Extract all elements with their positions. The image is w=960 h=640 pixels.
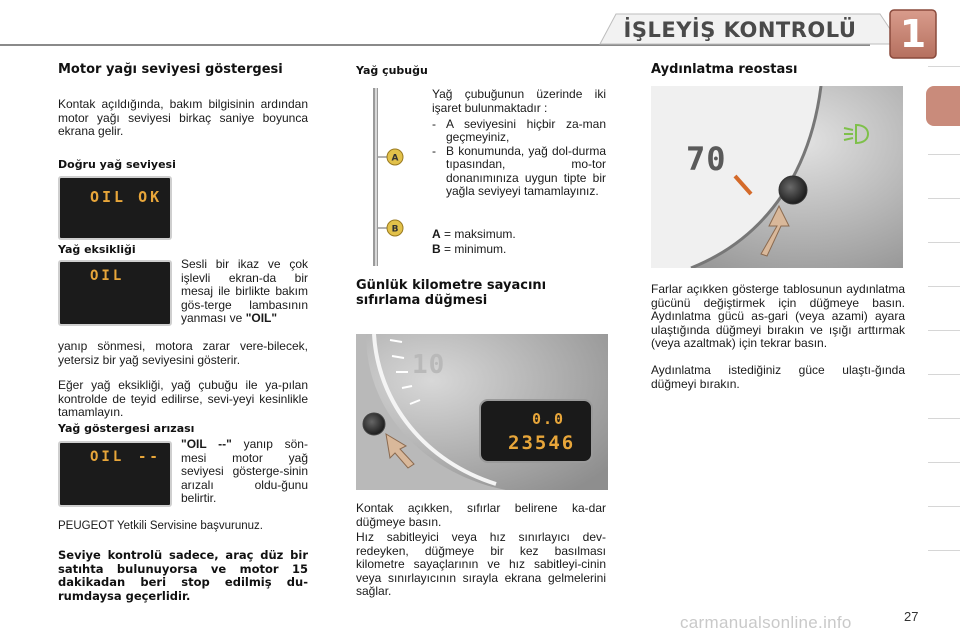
oil-fault-display — [58, 441, 172, 507]
mark-b-letter: B — [432, 242, 441, 256]
chapter-tab[interactable] — [928, 242, 960, 282]
chapter-tab[interactable] — [928, 462, 960, 502]
mark-a-legend — [432, 228, 606, 242]
oil-ok-display — [58, 176, 172, 240]
low-oil-text-side-span: Sesli bir ikaz ve çok işlevli ekran-da bir mesaj ile birlikte bakım gös-terge lambasının yanması ve — [181, 257, 308, 326]
gauge-number-10: 10 — [412, 350, 446, 380]
chapter-tab-strip — [928, 66, 960, 626]
section-title-oil-level: Motor yağı seviyesi göstergesi — [58, 62, 283, 77]
trip-display-text: 0.0 — [532, 410, 566, 428]
chapter-tab[interactable] — [928, 374, 960, 414]
list-item — [432, 118, 606, 145]
list-dash: - — [432, 144, 436, 158]
chapter-tab[interactable] — [928, 550, 960, 590]
low-oil-display-text: OIL — [90, 268, 125, 284]
odometer-display-text: 23546 — [508, 432, 576, 454]
oil-fault-bold: "OIL --" — [181, 437, 232, 451]
low-oil-bold: "OIL" — [245, 311, 278, 326]
chapter-tab[interactable] — [928, 506, 960, 546]
trip-reset-text-1: Kontak açıkken, sıfırlar belirene ka-dar düğmeye basın. — [356, 501, 606, 529]
svg-text:A: A — [391, 153, 399, 164]
oil-fault-text — [181, 438, 308, 506]
oil-ok-display-text: OIL OK — [90, 188, 163, 206]
level-check-note: Seviye kontrolü sadece, araç düz bir satıhta bulunuyorsa ve motor 15 dakikadan beri stop edilmiş du-rumdaysa geçerlidir. — [58, 548, 308, 603]
trip-reset-text-2: Hız sabitleyici veya hız sınırlayıcı dev-redeyken, düğmeye bir kez basılması kilometre sayaçlarının ve hız sabitleyi-cinin veya sınırlayıcının sırayla ekrana gelmelerini sağlar. — [356, 530, 606, 599]
list-item-text: B konumunda, yağ dol-durma tıpasından, mo-tor donanımınıza uygun tipte bir yağla seviyeyi tamamlayınız. — [446, 144, 606, 199]
chapter-tab[interactable] — [928, 330, 960, 370]
dimmer-text-1: Farlar açıkken gösterge tablosunun aydınlatma gücünü değiştirmek için düğmeye basın. Aydınlatma gücü as-gari (veya azami) ayara ulaştığında düğmeyi bırakın ve ışığı arttırmak (veya azaltmak) için tekrar basın. — [651, 282, 905, 351]
list-dash: - — [432, 117, 436, 131]
heading-dipstick: Yağ çubuğu — [356, 64, 428, 77]
dipstick-image — [356, 82, 416, 272]
oil-fault-display-text: OIL — [90, 449, 125, 465]
heading-low-oil: Yağ eksikliği — [58, 243, 136, 256]
chapter-tab[interactable] — [928, 286, 960, 326]
dimmer-text-2: Aydınlatma istediğiniz güce ulaştı-ğında düğmeyi bırakın. — [651, 363, 905, 391]
mark-b-legend — [432, 243, 606, 257]
speedo-number-70: 70 — [686, 140, 727, 178]
oil-fault-display-dashes: -- — [138, 449, 161, 465]
mark-a-text: = maksimum. — [444, 227, 516, 241]
chapter-tab[interactable] — [928, 198, 960, 238]
heading-dimmer: Aydınlatma reostası — [651, 62, 798, 77]
page-title: İŞLEYİŞ KONTROLÜ — [623, 18, 857, 42]
svg-text:B: B — [391, 224, 399, 235]
low-oil-display — [58, 260, 172, 326]
oil-fault-text-span: yanıp sön-mesi motor yağ seviyesi gösterge-sinin arızalı oldu-ğunu belirtir. — [181, 437, 308, 506]
trip-reset-photo — [356, 334, 608, 490]
heading-trip-reset: Günlük kilometre sayacını sıfırlama düğmesi — [356, 278, 547, 308]
headlight-icon — [842, 122, 872, 146]
low-oil-text-rest: yanıp sönmesi, motora zarar vere-bilecek, yetersiz bir yağ seviyesini gösterir. — [58, 339, 308, 367]
low-oil-text-side — [181, 258, 308, 326]
list-item — [432, 145, 606, 199]
chapter-tab[interactable] — [928, 154, 960, 194]
page-number: 27 — [904, 609, 919, 624]
mark-a-letter: A — [432, 227, 441, 241]
heading-correct-level: Doğru yağ seviyesi — [58, 158, 176, 171]
watermark: carmanualsonline.info — [680, 613, 852, 632]
chapter-number: 1 — [899, 12, 927, 56]
chapter-tab[interactable] — [928, 418, 960, 458]
oil-level-intro: Kontak açıldığında, bakım bilgisinin ardından motor yağı seviyesi birkaç saniye boyunca ekrana gelir. — [58, 97, 308, 139]
low-oil-text-2: Eğer yağ eksikliği, yağ çubuğu ile ya-pılan kontrolde de teyid edilirse, sevi-yeyi kesinlikle tamamlayın. — [58, 378, 308, 420]
dipstick-intro: Yağ çubuğunun üzerinde iki işaret bulunmaktadır : — [432, 87, 606, 115]
chapter-tab-active[interactable] — [926, 86, 960, 126]
heading-oil-gauge-fault: Yağ göstergesi arızası — [58, 422, 195, 435]
service-note: PEUGEOT Yetkili Servisine başvurunuz. — [58, 520, 263, 532]
list-item-text: A seviyesini hiçbir za-man geçmeyiniz, — [446, 117, 606, 145]
mark-b-text: = minimum. — [444, 242, 507, 256]
